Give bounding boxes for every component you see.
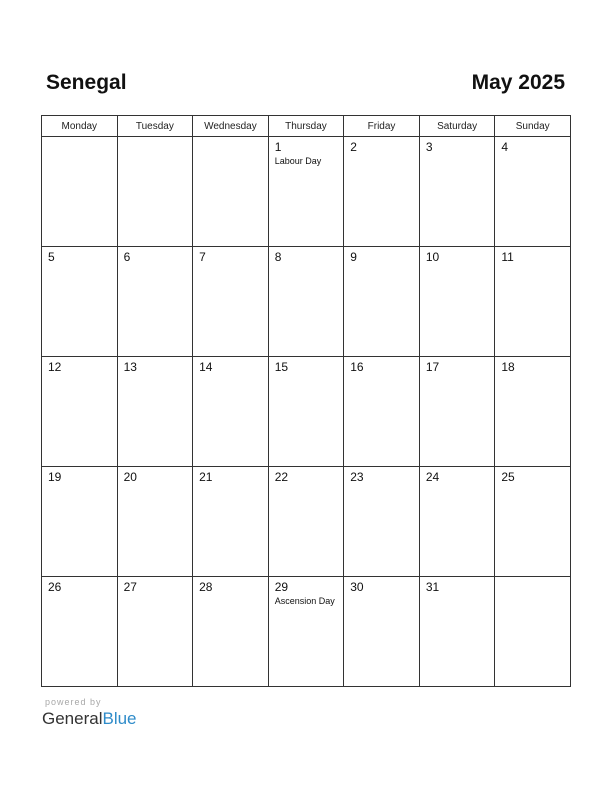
- day-cell: [419, 247, 495, 357]
- day-cell: [117, 357, 193, 467]
- country-title: Senegal: [46, 71, 127, 94]
- day-number: 30: [350, 580, 364, 594]
- day-number: 22: [274, 470, 289, 484]
- day-number: 19: [48, 470, 62, 484]
- logo-blue-text: Blue: [102, 709, 137, 728]
- day-cell: [193, 357, 269, 467]
- day-number: 21: [199, 470, 213, 484]
- week-row: [42, 137, 571, 247]
- day-number: 27: [123, 580, 137, 594]
- day-cell: [268, 247, 344, 357]
- day-cell: [193, 137, 269, 247]
- day-number: 8: [274, 250, 282, 264]
- day-number: 24: [425, 470, 440, 484]
- day-cell: [419, 357, 495, 467]
- logo-general-text: General: [42, 709, 103, 728]
- day-number: 23: [350, 470, 364, 484]
- day-number: 4: [501, 140, 509, 154]
- day-cell: [419, 577, 495, 687]
- day-number: 31: [425, 580, 440, 594]
- day-number: 11: [501, 250, 514, 264]
- day-cell: [344, 467, 420, 577]
- day-cell: [495, 357, 571, 467]
- day-number: 17: [425, 360, 440, 374]
- weekday-header: Tuesday: [117, 116, 193, 137]
- day-cell: [193, 467, 269, 577]
- weekday-header: Monday: [42, 116, 118, 137]
- day-cell: [268, 137, 344, 247]
- day-cell: [193, 577, 269, 687]
- day-cell: [344, 137, 420, 247]
- week-row: [42, 577, 571, 687]
- day-cell: [42, 137, 118, 247]
- weekday-header: Thursday: [268, 116, 344, 137]
- day-cell: [42, 577, 118, 687]
- day-number: 1: [274, 140, 282, 154]
- day-cell: [344, 357, 420, 467]
- day-cell: [495, 247, 571, 357]
- footer-branding: [42, 697, 137, 729]
- day-cell: [268, 467, 344, 577]
- day-cell: [419, 137, 495, 247]
- powered-by-text: powered by: [45, 697, 102, 707]
- day-number: 7: [199, 250, 206, 264]
- day-cell: [193, 247, 269, 357]
- day-number: 12: [48, 360, 62, 374]
- day-number: 15: [274, 360, 289, 374]
- day-number: 25: [501, 470, 515, 484]
- day-number: 6: [123, 250, 131, 264]
- day-cell: [42, 357, 118, 467]
- week-row: [42, 357, 571, 467]
- day-number: 9: [350, 250, 357, 264]
- day-number: 14: [199, 360, 213, 374]
- day-cell: [42, 467, 118, 577]
- day-cell: [117, 577, 193, 687]
- day-number: 10: [425, 250, 440, 264]
- day-number: 20: [123, 470, 137, 484]
- holiday-label: Ascension Day: [274, 596, 335, 606]
- day-cell: [495, 137, 571, 247]
- weekday-header: Wednesday: [193, 116, 269, 137]
- day-cell: [117, 247, 193, 357]
- day-number: 13: [123, 360, 137, 374]
- day-number: 3: [425, 140, 433, 154]
- month-title: May 2025: [471, 71, 565, 94]
- weekday-header: Friday: [344, 116, 420, 137]
- day-number: 28: [199, 580, 213, 594]
- day-cell: [419, 467, 495, 577]
- weekday-header: Sunday: [495, 116, 571, 137]
- day-cell: [268, 577, 344, 687]
- day-cell: [42, 247, 118, 357]
- week-row: [42, 247, 571, 357]
- calendar-grid: [41, 115, 571, 687]
- day-number: 26: [48, 580, 62, 594]
- day-cell: [344, 247, 420, 357]
- week-row: [42, 467, 571, 577]
- day-cell: [117, 137, 193, 247]
- day-cell: [344, 577, 420, 687]
- day-number: 18: [501, 360, 515, 374]
- day-cell: [117, 467, 193, 577]
- weekday-header-row: [42, 116, 571, 137]
- day-cell: [495, 467, 571, 577]
- day-cell: [268, 357, 344, 467]
- weekday-header: Saturday: [419, 116, 495, 137]
- generalblue-logo: [42, 709, 137, 729]
- day-number: 2: [350, 140, 357, 154]
- holiday-label: Labour Day: [274, 156, 322, 166]
- day-number: 16: [350, 360, 364, 374]
- day-cell: [495, 577, 571, 687]
- day-number: 5: [48, 250, 55, 264]
- day-number: 29: [274, 580, 289, 594]
